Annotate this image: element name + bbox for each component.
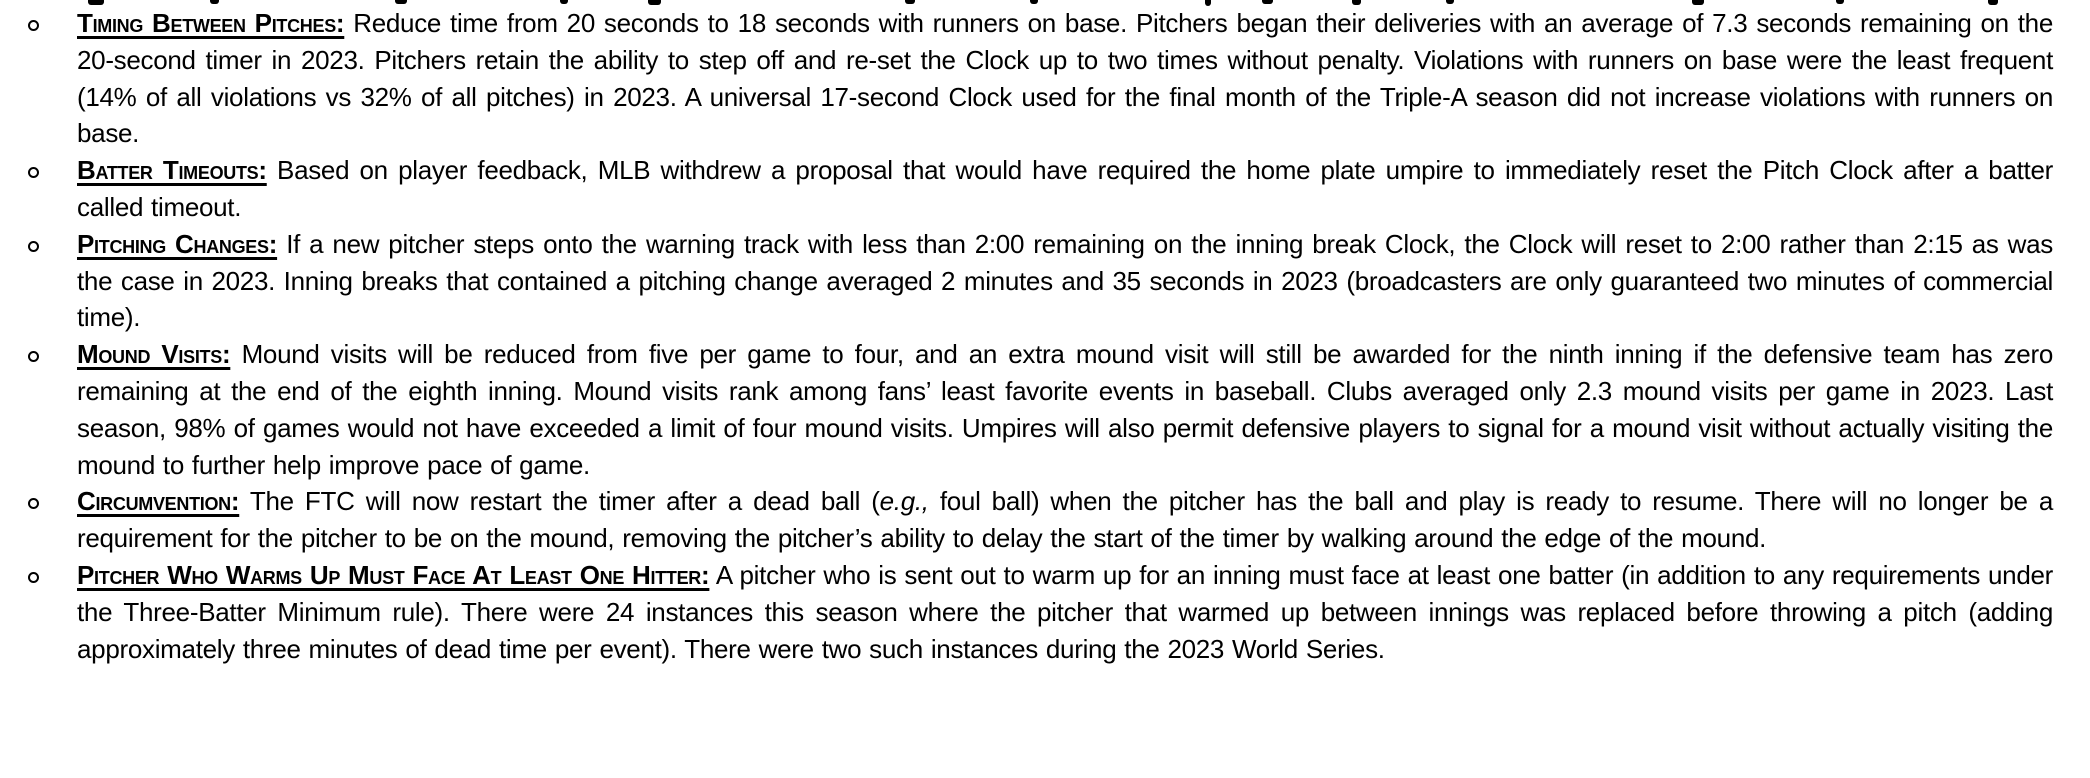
bullet-item-circumvention [0,483,2053,557]
circle-bullet-icon [28,351,39,362]
bullet-item-pitching-changes [0,226,2053,336]
text-fragment [1446,0,1454,4]
text-fragment [1262,0,1273,4]
bullet-text-pre: The FTC will now restart the timer after a dead ball ( [249,486,880,517]
bullet-text: If a new pitcher steps onto the warning track with less than 2:00 remaining on the inning break Clock, the Clock will reset to 2:00 rather than 2:15 as was the case in 2023. Inning breaks that contained a pitching change averaged 2 minutes and 35 seconds in 2023 (broadcasters are only guaranteed two minutes of commercial time). [77,228,2053,333]
bullet-text-post: foul ball) when the pitcher has the ball and play is ready to resume. There will no longer be a requirement for the pitcher to be on the mound, removing the pitcher’s ability to delay the start of the timer by walking around the edge of the mound. [77,486,2053,554]
bullet-item-timing-between-pitches [0,5,2053,152]
bullet-item-mound-visits [0,336,2053,483]
bullet-heading: Mound Visits: [77,339,231,370]
bullet-text: Based on player feedback, MLB withdrew a proposal that would have required the home plate umpire to immediately reset the Pitch Clock after a batter called timeout. [77,155,2053,222]
text-fragment [210,0,219,4]
bullet-text-italic: e.g., [879,486,929,517]
bullet-heading: Batter Timeouts: [77,155,267,186]
circle-bullet-icon [28,167,39,178]
bullet-heading: Pitching Changes: [77,228,278,259]
text-fragment [560,0,568,4]
bullet-heading: Timing Between Pitches: [77,8,345,38]
circle-bullet-icon [28,20,39,31]
text-fragment [905,0,915,4]
circle-bullet-icon [28,572,39,583]
bullet-item-batter-timeouts [0,152,2053,226]
bullet-text: Reduce time from 20 seconds to 18 seconds with runners on base. Pitchers began their deliveries with an average of 7.3 seconds remaining on the 20-second timer in 2023. Pitchers retain the ability to step off and re-set the Clock up to two times without penalty. Violations with runners on base were the least frequent (14% of all violations vs 32% of all pitches) in 2023. A universal 17-second Clock used for the final month of the Triple-A season did not increase violations with runners on base. [77,8,2053,149]
circle-bullet-icon [28,241,39,252]
circle-bullet-icon [28,498,39,509]
text-fragment [1836,0,1844,4]
bullet-text: Mound visits will be reduced from five per game to four, and an extra mound visit will still be awarded for the ninth inning if the defensive team has zero remaining at the end of the eighth inning. Mound visits rank among fans’ least favorite events in baseball. Clubs averaged only 2.3 mound visits per game in 2023. Last season, 98% of games would not have exceeded a limit of four mound visits. Umpires will also permit defensive players to signal for a mound visit without actually visiting the mound to further help improve pace of game. [77,339,2053,480]
bullet-text: A pitcher who is sent out to warm up for an inning must face at least one batter (in addition to any requirements under the Three-Batter Minimum rule). There were 24 instances this season where the pitcher that warmed up between innings was replaced before throwing a pitch (adding approximately three minutes of dead time per event). There were two such instances during the 2023 World Series. [77,559,2054,664]
bullet-heading: Pitcher Who Warms Up Must Face At Least One Hitter: [77,559,710,590]
text-fragment [1030,0,1038,4]
text-fragment [395,0,407,4]
bullet-heading: Circumvention: [77,486,240,517]
bullet-item-pitcher-warm-up [0,557,2053,667]
